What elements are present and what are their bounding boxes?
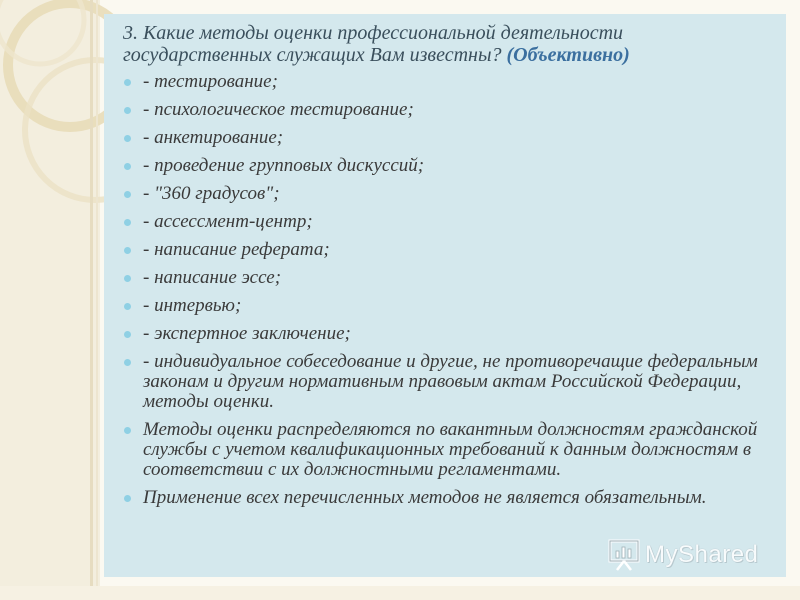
presentation-board-icon [607, 537, 641, 571]
list-item: - индивидуальное собеседование и другие, не противоречащие федеральным законам и другим нормативным правовым актам Российской Федерации, методы оценки. [119, 352, 764, 412]
bullet-icon [124, 219, 131, 226]
content-panel [104, 14, 786, 577]
bullet-icon [124, 427, 131, 434]
bullet-icon [124, 107, 131, 114]
bullet-icon [124, 79, 131, 86]
slide-title [119, 22, 764, 66]
list-item: - проведение групповых дискуссий; [119, 156, 764, 176]
bullet-icon [124, 331, 131, 338]
watermark-text: MyShared [645, 541, 759, 568]
list-item: - "360 градусов"; [119, 184, 764, 204]
list-item: Применение всех перечисленных методов не является обязательным. [119, 488, 764, 508]
bullet-icon [124, 247, 131, 254]
myshared-watermark[interactable] [607, 537, 767, 573]
list-item: - ассессмент-центр; [119, 212, 764, 232]
list-item: Методы оценки распределяются по вакантным должностям гражданской службы с учетом квалификационных требований к данным должностям в соответствии с их должностными регламентами. [119, 420, 764, 480]
bullet-icon [124, 303, 131, 310]
bullet-icon [124, 135, 131, 142]
list-item: - тестирование; [119, 72, 764, 92]
bullet-icon [124, 191, 131, 198]
list-item: - анкетирование; [119, 128, 764, 148]
bullet-icon [124, 275, 131, 282]
list-item: - психологическое тестирование; [119, 100, 764, 120]
bullet-icon [124, 359, 131, 366]
bullet-icon [124, 495, 131, 502]
list-item: - интервью; [119, 296, 764, 316]
bullet-icon [124, 163, 131, 170]
list-item: - написание эссе; [119, 268, 764, 288]
list-item: - написание реферата; [119, 240, 764, 260]
method-list [119, 72, 764, 508]
title-question: 3. Какие методы оценки профессиональной деятельности государственных служащих Вам известны? [123, 22, 624, 66]
title-note: (Объективно) [506, 44, 630, 66]
list-item: - экспертное заключение; [119, 324, 764, 344]
